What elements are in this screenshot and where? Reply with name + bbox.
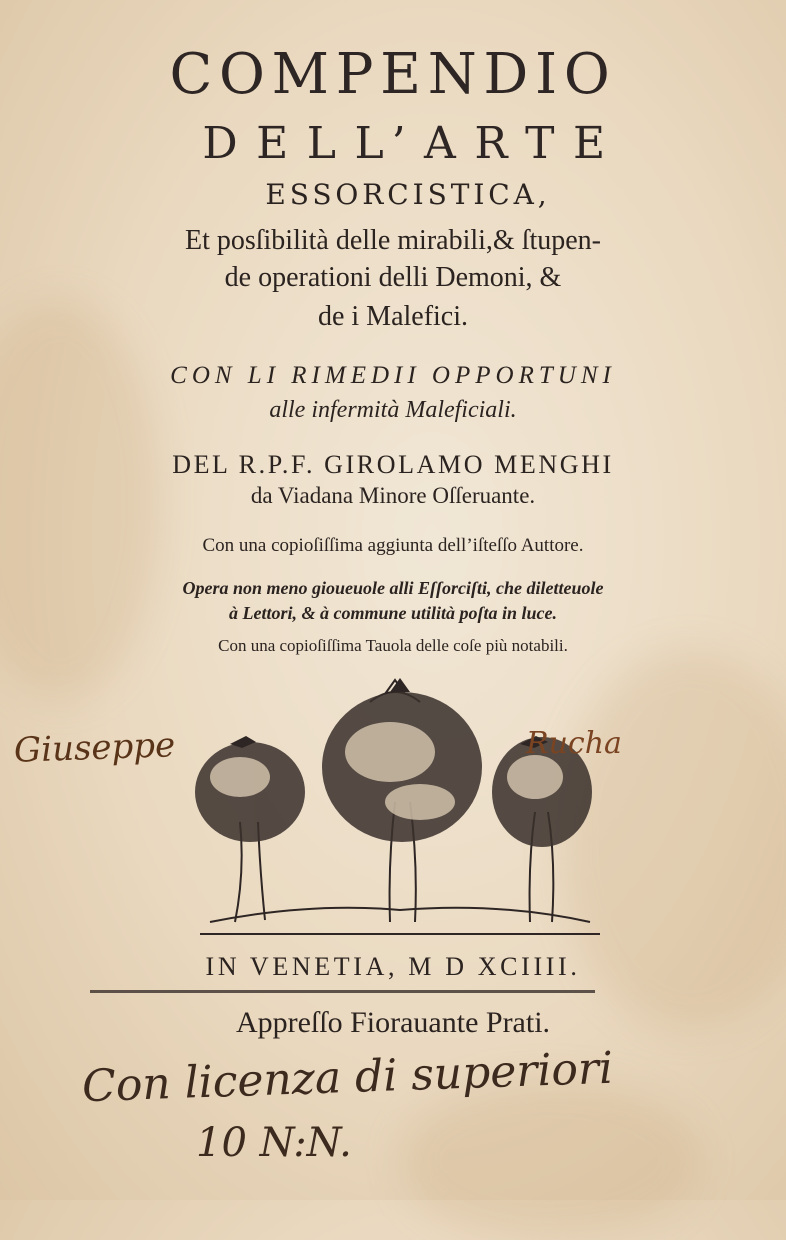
addition-line: Con una copioſiſſima aggiunta dell’iſteſſo Auttore. bbox=[202, 535, 584, 556]
paper-stain bbox=[400, 1080, 700, 1240]
divider-rule bbox=[90, 990, 595, 993]
handwritten-license-note: Con licenza di superiori bbox=[81, 1042, 614, 1113]
handwritten-shelf-note: 10 N:N. bbox=[196, 1120, 352, 1166]
subtitle-line-1: Et posſibilità delle mirabili,& ſtupen- bbox=[184, 225, 602, 256]
italic-line-2: à Lettori, & à commune utilità poſta in luce. bbox=[228, 603, 557, 623]
handwritten-owner-first-name: Giuseppe bbox=[13, 725, 176, 771]
title-line-3: ESSORCISTICA, bbox=[265, 178, 551, 211]
title-line-1: COMPENDIO bbox=[169, 42, 617, 107]
printer-line: Appreſſo Fiorauante Prati. bbox=[235, 1006, 551, 1039]
title-line-2: DELL’ARTE bbox=[202, 118, 624, 169]
remedies-line-2: alle infermità Maleficiali. bbox=[269, 397, 517, 423]
subtitle-line-2: de operationi delli Demoni, & bbox=[224, 262, 562, 293]
table-line: Con una copioſiſſima Tauola delle coſe più notabili. bbox=[218, 636, 568, 655]
handwritten-owner-last-name: Rucha bbox=[526, 726, 622, 761]
author-line-1: DEL R.P.F. GIROLAMO MENGHI bbox=[172, 450, 614, 479]
author-line-2: da Viadana Minore Oſſeruante. bbox=[250, 483, 536, 508]
subtitle-line-3: de i Malefici. bbox=[317, 301, 469, 332]
remedies-line-1: CON LI RIMEDII OPPORTUNI bbox=[170, 362, 616, 389]
italic-line-1: Opera non meno gioueuole alli Eſſorciſti, che diletteuole bbox=[182, 578, 604, 598]
place-and-date: IN VENETIA, M D XCIIII. bbox=[205, 952, 581, 981]
woodcut-trees-illustration bbox=[190, 672, 610, 942]
